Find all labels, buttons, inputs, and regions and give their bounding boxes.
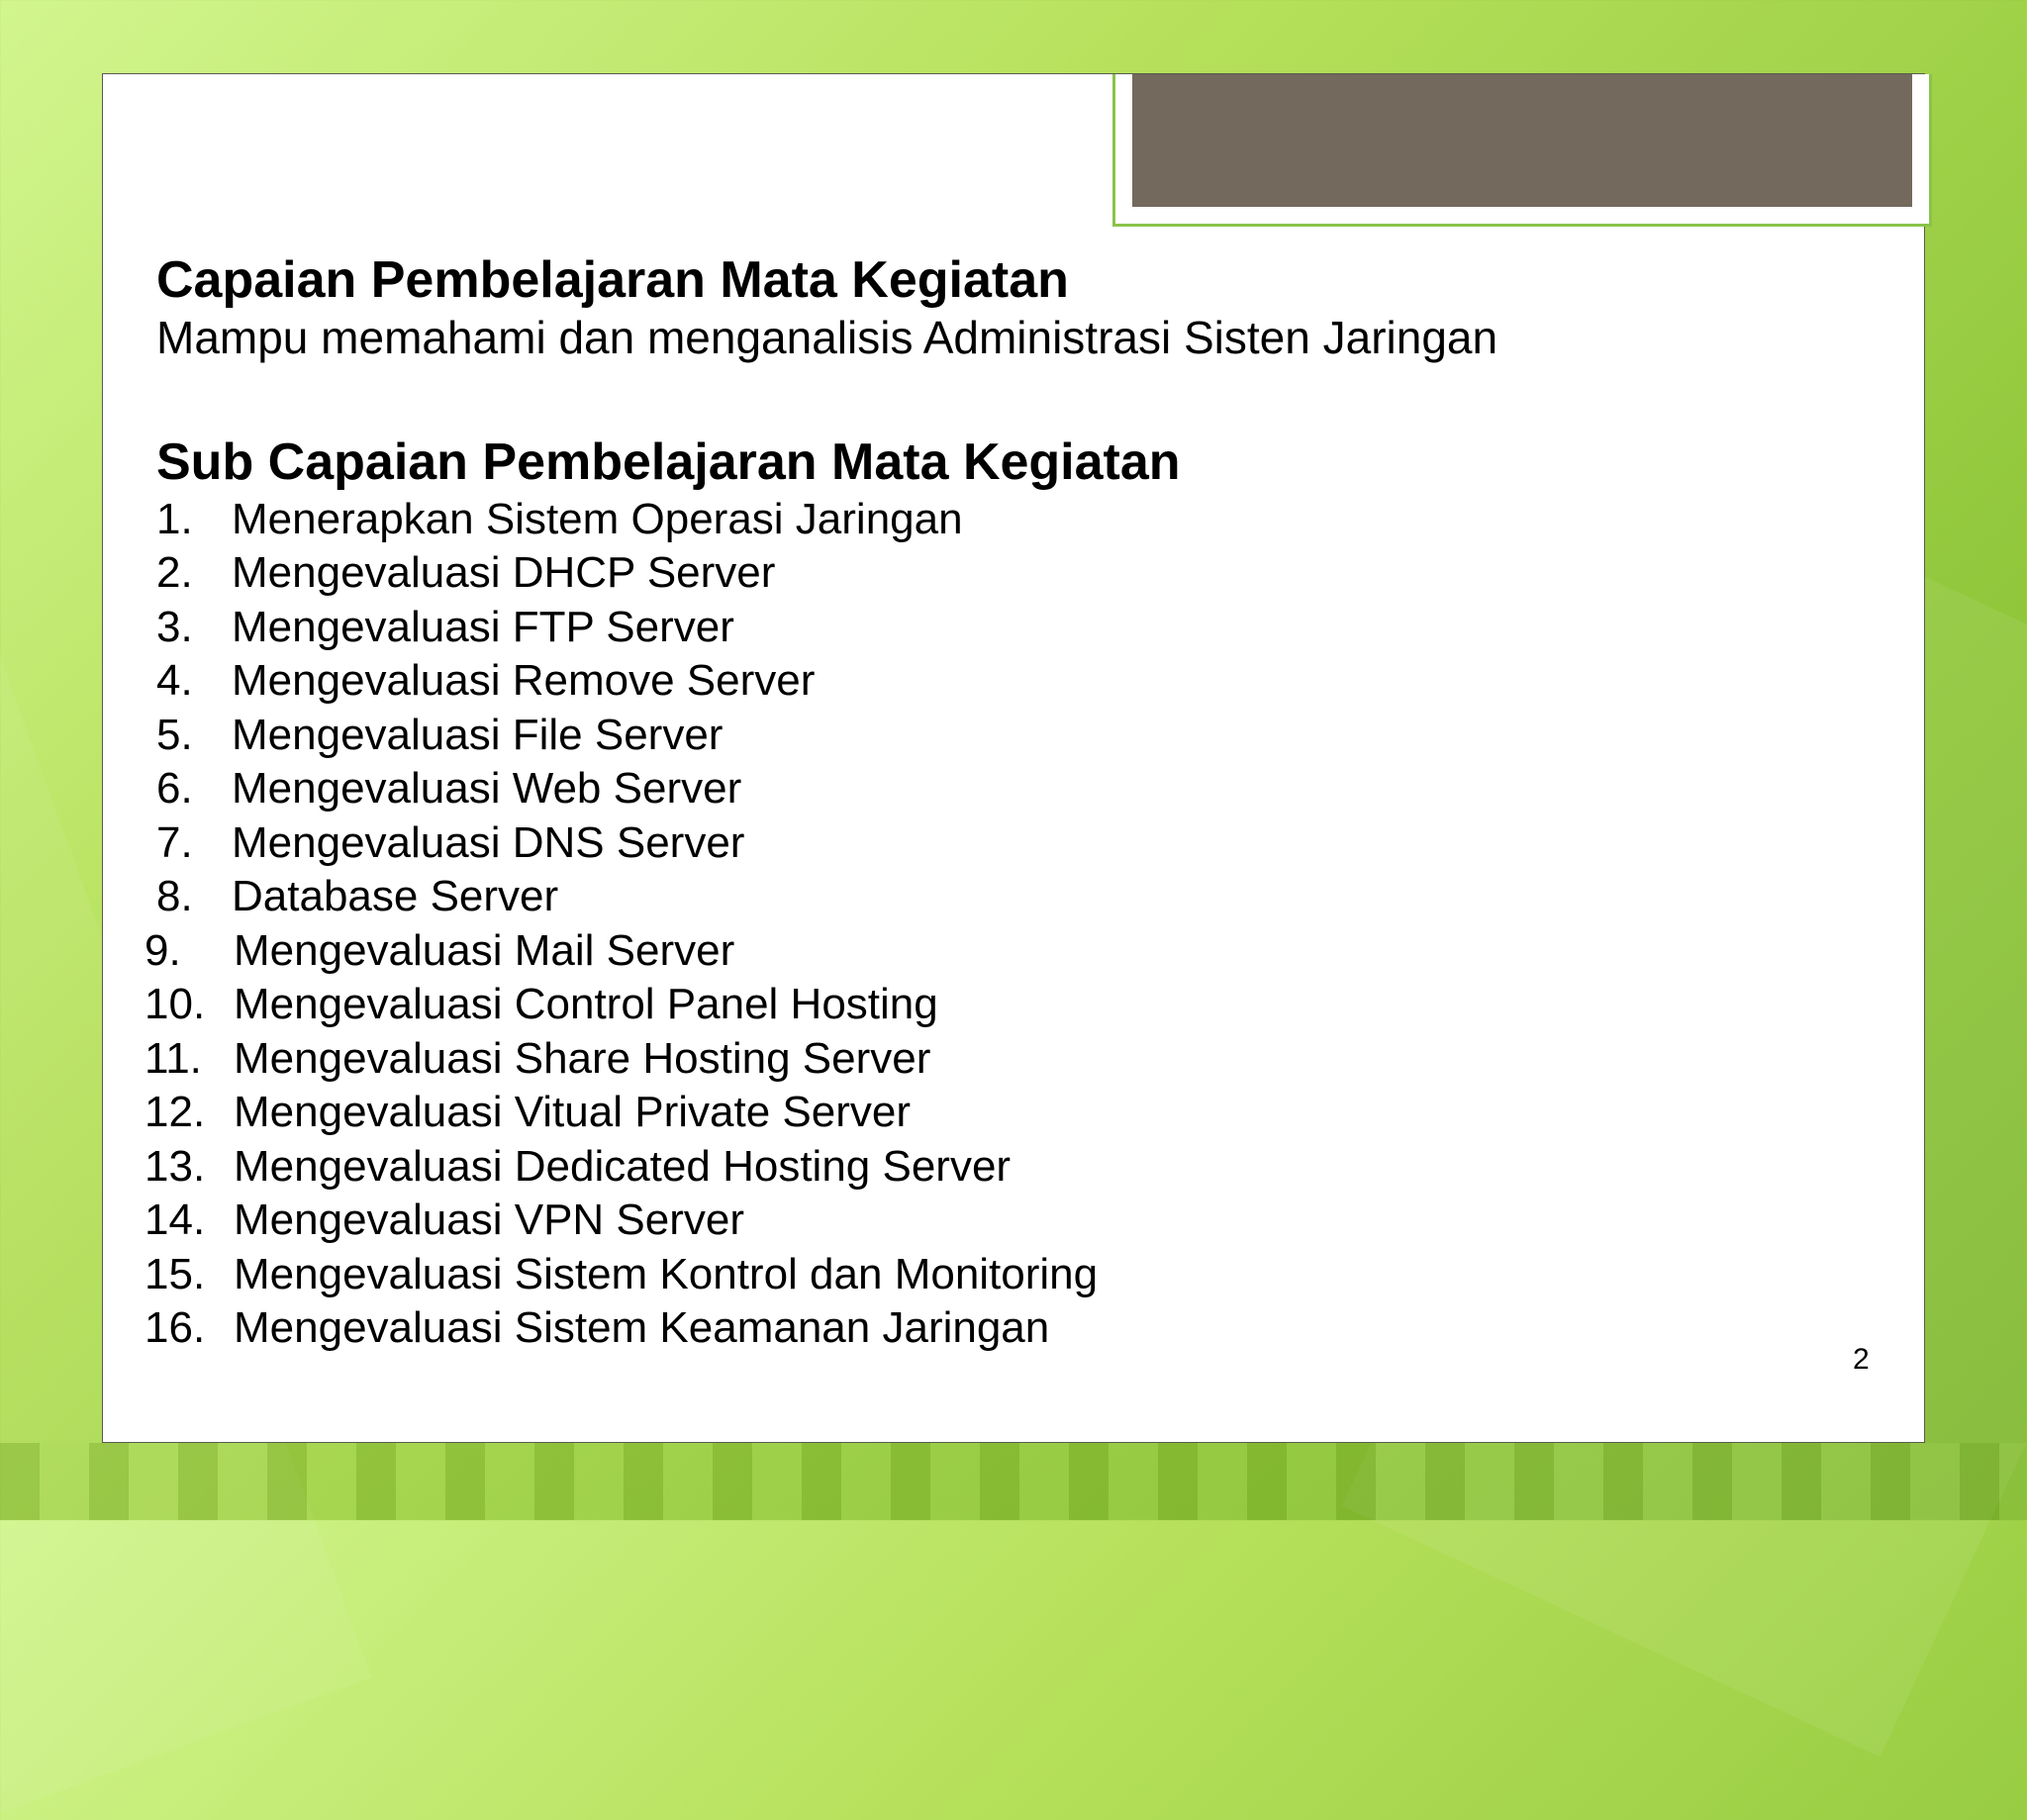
list-item-number: 6.	[156, 764, 193, 814]
list-item	[156, 709, 1497, 763]
list-item	[145, 1194, 1497, 1248]
list-item-text: Mengevaluasi Remove Server	[232, 656, 816, 706]
list-item	[145, 978, 1497, 1032]
list-item-text: Mengevaluasi Sistem Keamanan Jaringan	[234, 1303, 1050, 1353]
list-item-number: 10.	[145, 980, 206, 1029]
list-item-text: Mengevaluasi Web Server	[232, 764, 742, 814]
list-item-number: 13.	[145, 1141, 206, 1191]
list-item-number: 7.	[156, 817, 193, 867]
list-item-number: 12.	[145, 1088, 206, 1137]
list-item-text: Mengevaluasi Sistem Kontrol dan Monitoring	[234, 1249, 1099, 1298]
list-item-text: Database Server	[232, 872, 559, 921]
list-item	[145, 1140, 1497, 1195]
list-item-text: Mengevaluasi Mail Server	[234, 925, 735, 975]
list-item-number: 14.	[145, 1196, 206, 1245]
slide-content	[145, 249, 1498, 1356]
list-item-number: 1.	[156, 494, 193, 543]
list-item-number: 15.	[145, 1249, 206, 1298]
list-item-number: 5.	[156, 710, 193, 759]
list-item	[156, 816, 1497, 871]
list-item-text: Menerapkan Sistem Operasi Jaringan	[232, 494, 963, 543]
list-item-text: Mengevaluasi Control Panel Hosting	[234, 980, 938, 1029]
list-item	[145, 924, 1497, 979]
list-item-text: Mengevaluasi DHCP Server	[232, 548, 776, 598]
list-item	[156, 546, 1497, 601]
list-item-text: Mengevaluasi Vitual Private Server	[234, 1088, 911, 1137]
list-item	[145, 1301, 1497, 1356]
list-item-number: 9.	[145, 925, 181, 975]
list-item-text: Mengevaluasi Share Hosting Server	[234, 1033, 931, 1083]
list-item-text: Mengevaluasi FTP Server	[232, 602, 734, 651]
list-item	[145, 1086, 1497, 1140]
list-item	[156, 601, 1497, 655]
list-item	[156, 762, 1497, 816]
list-item-number: 11.	[145, 1033, 202, 1083]
list-item	[156, 493, 1497, 547]
list-item-number: 16.	[145, 1303, 206, 1353]
list-item	[145, 1248, 1497, 1302]
list-item	[156, 870, 1497, 924]
competency-list	[145, 493, 1497, 1356]
list-item	[156, 654, 1497, 709]
list-item-text: Mengevaluasi Dedicated Hosting Server	[234, 1141, 1012, 1191]
sub-heading: Sub Capaian Pembelajaran Mata Kegiatan	[156, 432, 1181, 491]
title-placeholder	[1132, 74, 1912, 207]
list-item-text: Mengevaluasi VPN Server	[234, 1196, 745, 1245]
background-bottom-band	[0, 1443, 2027, 1520]
list-item-number: 4.	[156, 656, 193, 706]
list-item	[145, 1032, 1497, 1087]
list-item-text: Mengevaluasi File Server	[232, 710, 724, 759]
list-item-text: Mengevaluasi DNS Server	[232, 817, 745, 867]
list-item-number: 3.	[156, 602, 193, 651]
page-number: 2	[1853, 1343, 1870, 1376]
main-heading: Capaian Pembelajaran Mata Kegiatan	[156, 251, 1069, 309]
list-item-number: 8.	[156, 872, 193, 921]
list-item-number: 2.	[156, 548, 193, 598]
main-description: Mampu memahami dan menganalisis Administrasi Sisten Jaringan	[156, 312, 1498, 364]
